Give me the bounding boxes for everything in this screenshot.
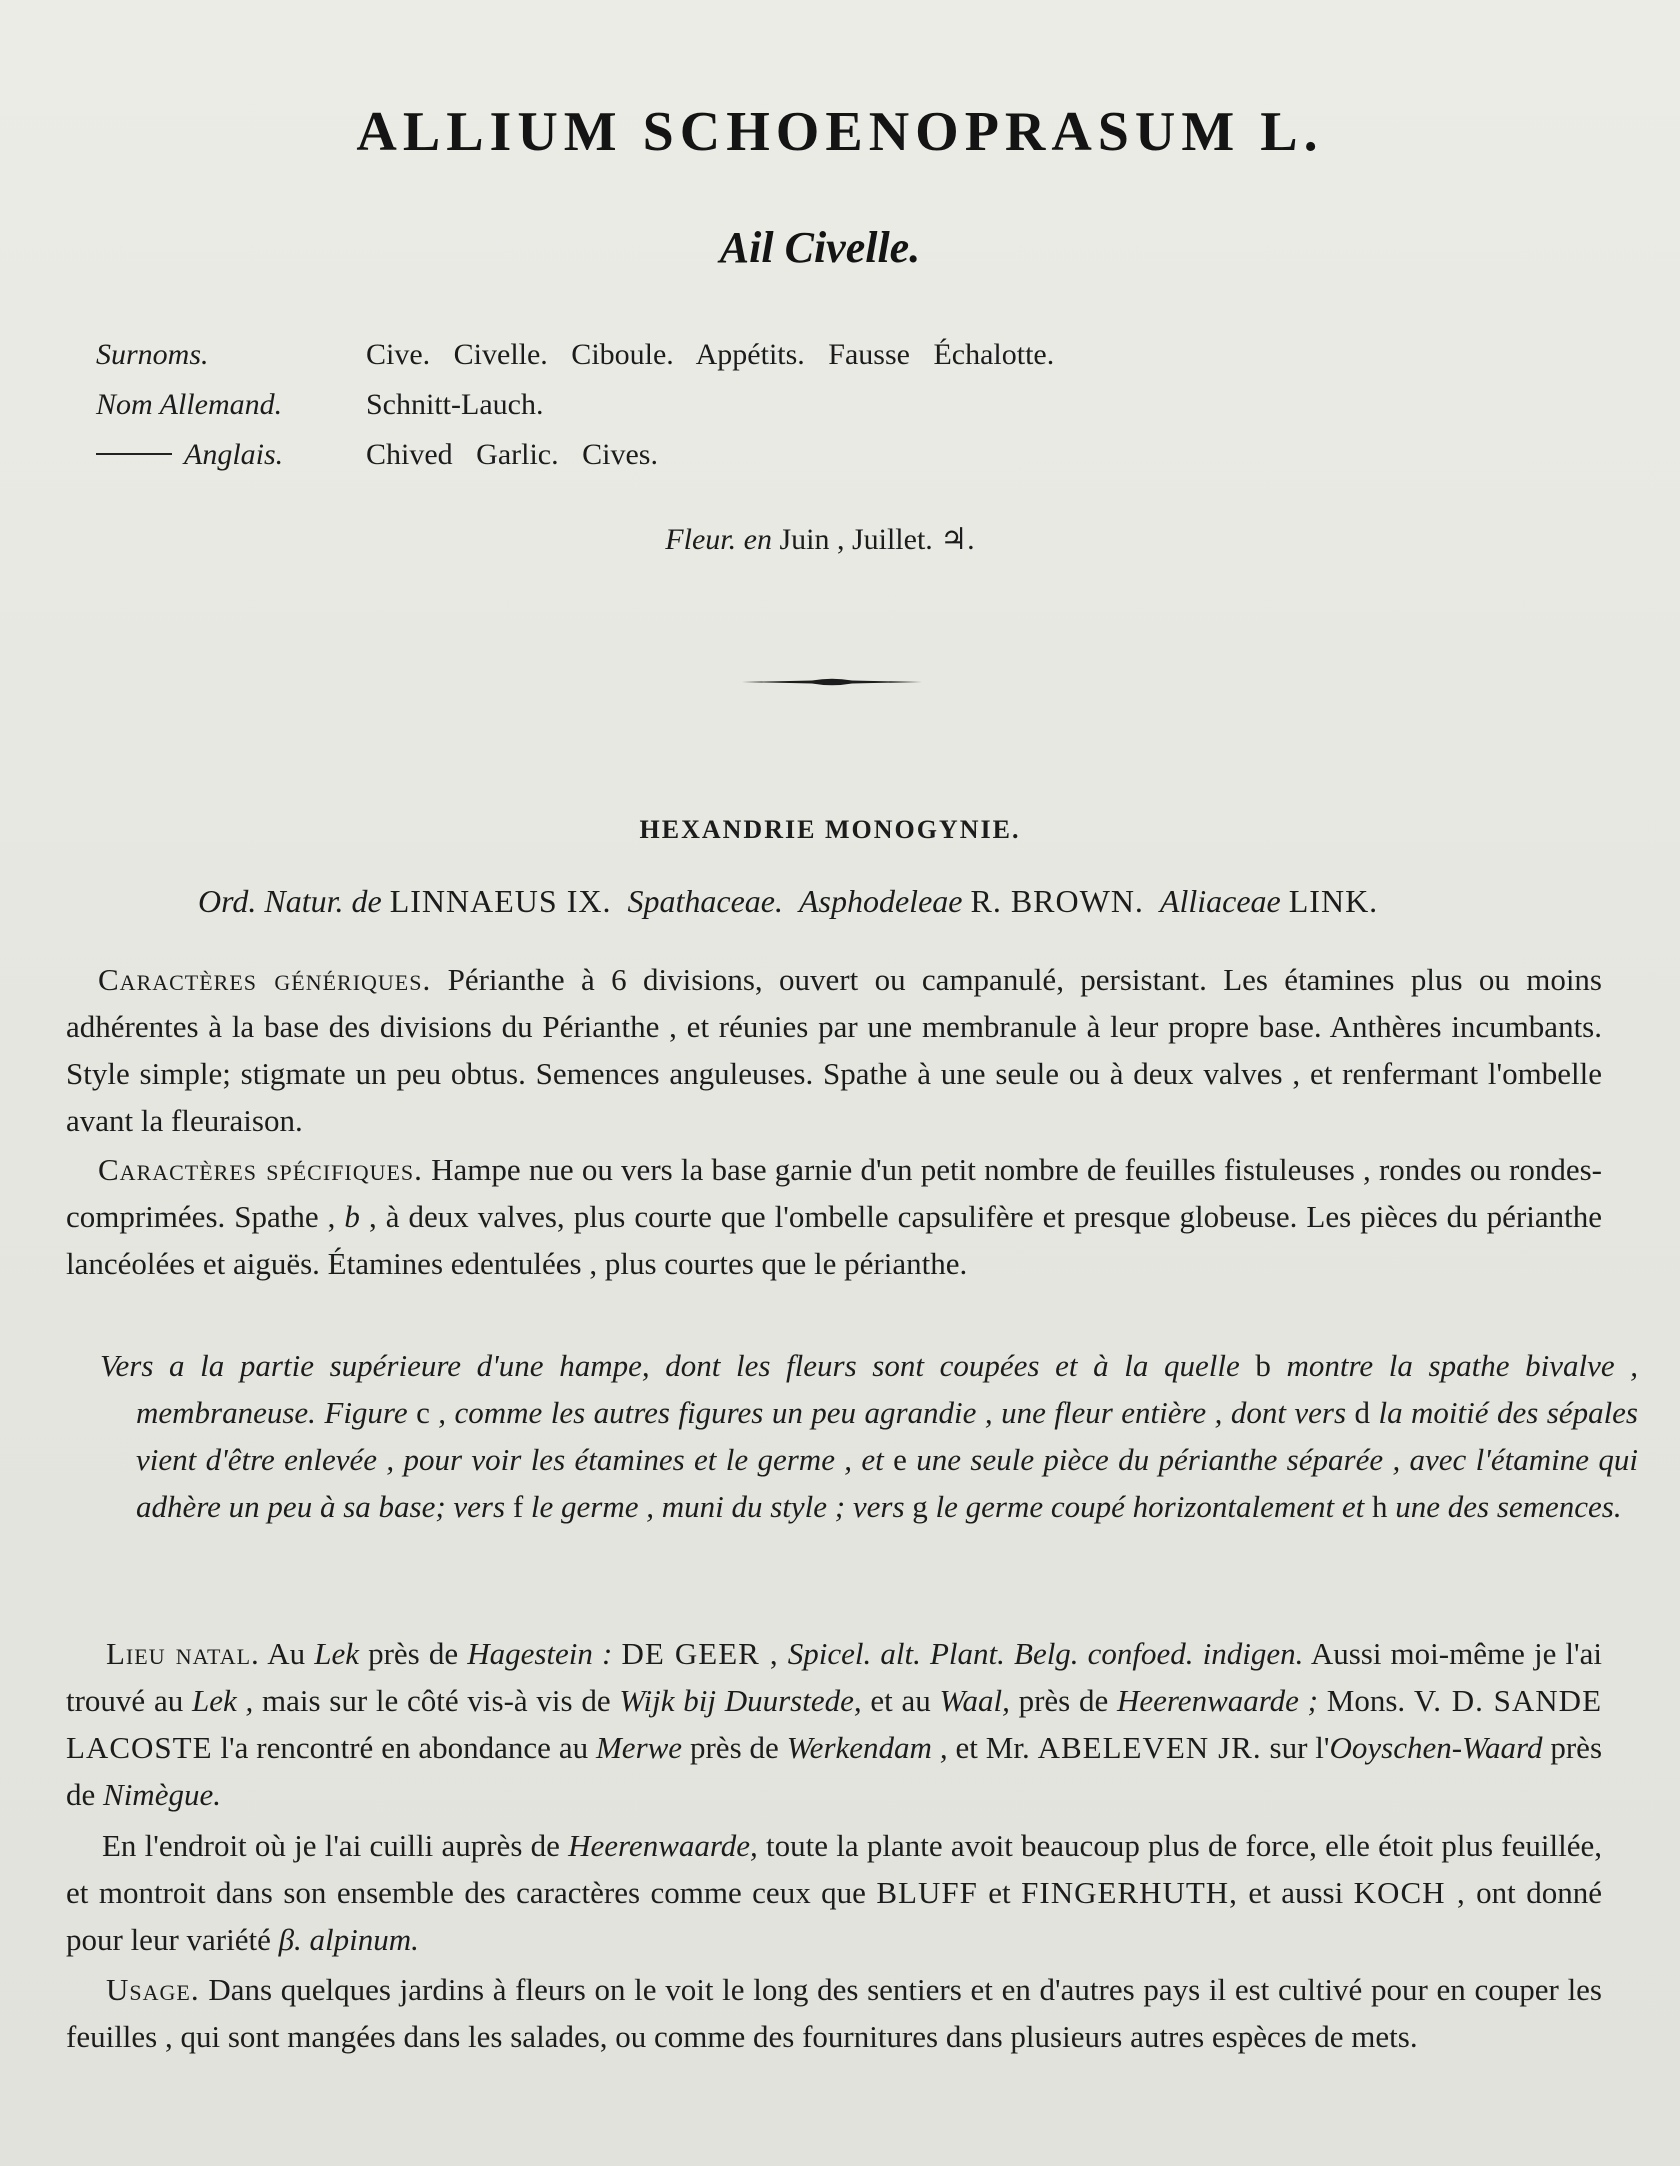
names-label-text: Surnoms. xyxy=(96,338,209,371)
ordnatur-linnaeus: LINNAEUS IX. xyxy=(389,883,612,919)
legend-text: Vers xyxy=(100,1348,154,1383)
author-name: FINGERHUTH, xyxy=(1021,1875,1238,1910)
perennial-symbol: ♃. xyxy=(940,523,975,556)
names-value: Chived Garlic. Cives. xyxy=(366,438,658,471)
figure-letter: e xyxy=(893,1442,907,1477)
habitat-text: près de xyxy=(368,1636,459,1671)
figure-letter: f xyxy=(512,1489,524,1524)
flowering-label: Fleur. en xyxy=(665,523,772,556)
generic-characters-paragraph xyxy=(66,956,1602,1144)
ditto-dash xyxy=(96,453,172,455)
habitat2-text: et aussi xyxy=(1248,1875,1344,1910)
figure-letter: d xyxy=(1354,1395,1371,1430)
specific-lead: Caractères spécifiques. xyxy=(98,1152,423,1187)
place-name: Wijk bij Duurstede, xyxy=(619,1683,862,1718)
ordnatur-brown: R. BROWN. xyxy=(970,883,1144,919)
habitat-text: près de xyxy=(1018,1683,1109,1718)
ordnatur-family2: Asphodeleae xyxy=(798,883,963,919)
place-name: Lek , xyxy=(191,1683,254,1718)
habitat-text: et au xyxy=(870,1683,931,1718)
place-name: Nimègue. xyxy=(103,1777,221,1812)
author-name: V. D. SANDE LACOSTE xyxy=(66,1683,1603,1765)
figure-legend-paragraph xyxy=(100,1342,1638,1530)
habitat-text: Mons. xyxy=(1326,1683,1406,1718)
reference-title: Spicel. alt. Plant. Belg. confoed. indigen. xyxy=(787,1636,1304,1671)
habitat-continuation-paragraph xyxy=(66,1822,1602,1963)
legend-text: , comme les autres figures un peu agrandie , une fleur entière , dont vers xyxy=(438,1395,1347,1430)
usage-text: Dans quelques jardins à fleurs on le voit le long des sentiers et en d'autres pays il est cultivé pour en couper les feuilles , qui sont mangées dans les salades, ou comme des fournitures dans plusieurs autres espèces de mets. xyxy=(66,1972,1602,2054)
place-name: Merwe xyxy=(595,1730,683,1765)
place-name: Hagestein : xyxy=(467,1636,613,1671)
habitat2-text: ont donné pour leur variété xyxy=(66,1875,1602,1957)
names-label-text: Anglais. xyxy=(184,438,284,471)
place-name: Lek xyxy=(314,1636,359,1671)
common-names xyxy=(96,330,1054,480)
names-value: Schnitt-Lauch. xyxy=(366,388,544,421)
ordnatur-link: LINK. xyxy=(1288,883,1379,919)
names-row-allemand xyxy=(96,380,1054,430)
habitat-text: mais sur le côté vis-à vis de xyxy=(261,1683,611,1718)
habitat-text: près de xyxy=(689,1730,779,1765)
habitat-lead: Lieu natal. xyxy=(106,1636,260,1671)
generic-text: Périanthe à 6 divisions, ouvert ou campanulé, persistant. Les étamines plus ou moins adhérentes à la base des divisions du Périanthe , et réunies par une membranule à leur propre base. Anthères incumbants. Style simple; stigmate un peu obtus. Semences anguleuses. Spathe à une seule ou à deux valves , et renfermant l'ombelle avant la fleuraison. xyxy=(66,962,1603,1138)
natural-order-line xyxy=(198,883,1378,920)
figure-letter: b xyxy=(1255,1348,1271,1383)
legend-text: une seule pièce du périanthe séparée , avec l'étamine qui adhère un peu à sa base; vers xyxy=(136,1442,1639,1524)
place-name: Heerenwaarde ; xyxy=(1116,1683,1318,1718)
page-subtitle: Ail Civelle. xyxy=(719,223,921,272)
specific-figure-b: b xyxy=(344,1199,360,1234)
legend-text: montre la spathe bivalve , membraneuse. Figure xyxy=(136,1348,1639,1430)
figure-letter: a xyxy=(169,1348,185,1383)
habitat2-text: En l'endroit où je l'ai cuilli auprès de xyxy=(102,1828,560,1863)
ornament-divider-icon xyxy=(742,674,922,690)
habitat-paragraph xyxy=(66,1630,1602,1818)
names-label xyxy=(96,430,366,480)
legend-text: la partie supérieure d'une hampe, dont les fleurs sont coupées et à la quelle xyxy=(200,1348,1240,1383)
names-label-text: Nom Allemand. xyxy=(96,388,283,421)
names-label xyxy=(96,380,366,430)
ordnatur-family3: Alliaceae xyxy=(1159,883,1281,919)
author-name: BLUFF xyxy=(876,1875,978,1910)
specific-text-b: , à deux valves, plus courte que l'ombelle capsulifère et presque globeuse. Les pièces du périanthe lancéolées et aiguës. Étamines edentulées , plus courtes que le périanthe. xyxy=(66,1199,1602,1281)
place-name: Werkendam , xyxy=(786,1730,948,1765)
usage-lead: Usage. xyxy=(106,1972,200,2007)
names-row-anglais xyxy=(96,430,1054,480)
habitat-text: sur l' xyxy=(1269,1730,1330,1765)
page-title: ALLIUM SCHOENOPRASUM L. xyxy=(356,101,1324,163)
legend-text: une des semences. xyxy=(1395,1489,1622,1524)
place-name: Ooyschen-Waard xyxy=(1329,1730,1543,1765)
author-name: DE GEER , xyxy=(621,1636,779,1671)
ordnatur-family1: Spathaceae. xyxy=(627,883,783,919)
flowering-line xyxy=(0,522,1640,557)
figure-letter: c xyxy=(416,1395,430,1430)
specific-characters-paragraph xyxy=(66,1146,1602,1287)
legend-text: le germe coupé horizontalement et xyxy=(935,1489,1365,1524)
usage-paragraph xyxy=(66,1966,1602,2060)
classification-heading: HEXANDRIE MONOGYNIE. xyxy=(639,815,1021,844)
habitat-text: Aussi moi-même je l'ai trouvé au xyxy=(66,1636,1603,1718)
habitat-text: et Mr. xyxy=(955,1730,1030,1765)
habitat2-text: toute la plante avoit beaucoup plus de force, elle étoit plus feuillée, et montroit dans son ensemble des caractères comme ceux que xyxy=(66,1828,1602,1910)
place-name: Waal, xyxy=(939,1683,1010,1718)
figure-letter: g xyxy=(912,1489,928,1524)
ordnatur-prefix: Ord. Natur. de xyxy=(198,883,382,919)
habitat2-text: et xyxy=(988,1875,1011,1910)
habitat-text: Au xyxy=(267,1636,306,1671)
habitat-text: l'a rencontré en abondance au xyxy=(220,1730,589,1765)
figure-letter: h xyxy=(1371,1489,1388,1524)
variety-name: β. alpinum. xyxy=(278,1922,419,1957)
names-value: Cive. Civelle. Ciboule. Appétits. Fausse Échalotte. xyxy=(366,338,1055,371)
legend-text: le germe , muni du style ; vers xyxy=(530,1489,905,1524)
author-name: KOCH , xyxy=(1353,1875,1466,1910)
author-name: ABELEVEN JR. xyxy=(1037,1730,1262,1765)
names-label xyxy=(96,330,366,380)
flowering-months: Juin , Juillet. xyxy=(779,523,933,556)
generic-lead: Caractères génériques. xyxy=(98,962,432,997)
place-name: Heerenwaarde, xyxy=(568,1828,758,1863)
names-row-surnoms xyxy=(96,330,1054,380)
legend-text: la moitié des sépales vient d'être enlevée , pour voir les étamines et le germe , et xyxy=(136,1395,1638,1477)
habitat-text: près de xyxy=(66,1730,1603,1812)
specific-text-a: Hampe nue ou vers la base garnie d'un petit nombre de feuilles fistuleuses , rondes ou rondes-comprimées. Spathe , xyxy=(66,1152,1602,1234)
